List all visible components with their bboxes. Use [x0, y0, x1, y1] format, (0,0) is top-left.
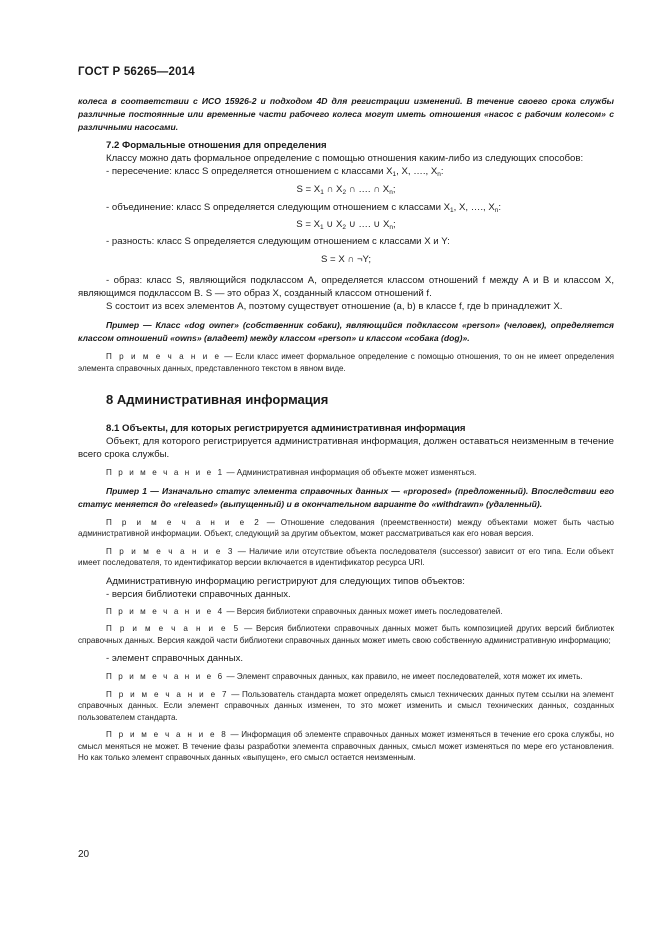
section-8-heading: 8 Административная информация [106, 392, 329, 407]
sec72-para1: Классу можно дать формальное определение с помощью отношения каким-либо из следующих способов: [106, 153, 584, 164]
image-definition-2: S состоит из всех элементов A, поэтому существует отношение (a, b) в классе f, где b принадлежит X. [106, 301, 563, 312]
page-header: ГОСТ Р 56265—2014 [78, 66, 195, 78]
union-formula: $S = X_1$ ∪ $X_2$ ∪ …. ∪ $X_n$; [296, 219, 396, 231]
note-2: П р и м е ч а н и е 2 — Отношение следования (преемственности) между объектами может быть частью административной информации. Объект, следующий за другим объектом, может рассматриваться как его новая версия. [78, 517, 614, 538]
intro-paragraph: колеса в соответствии с ИСО 15926-2 и подходом 4D для регистрации изменений. В течение своего срока службы различные постоянные или временные части рабочего колеса могут иметь отношения «насос с рабочим колесом» с различными насосами. [78, 96, 614, 132]
section-7-2-heading: 7.2 Формальные отношения для определения [106, 140, 327, 151]
section-8-1-heading: 8.1 Объекты, для которых регистрируется административная информация [106, 423, 466, 434]
note-4: П р и м е ч а н и е 4 — Версия библиотеки справочных данных может иметь последователей. [106, 606, 503, 616]
list-item-reference-element: - элемент справочных данных. [106, 653, 244, 664]
note-8: П р и м е ч а н и е 8 — Информация об элементе справочных данных может изменяться в течение его срока службы, но смысл меняться не может. В течение фазы разработки элемента справочных данных, смысл может изменяться по мере его установления. Но как только элемент справочных данных «выпущен», его смысл остается неизменным. [78, 730, 614, 762]
list-item-library-version: - версия библиотеки справочных данных. [106, 588, 291, 600]
sec8-para1: Объект, для которого регистрируется административная информация, должен оставаться неизменным в течение всего срока службы. [78, 436, 614, 460]
note-formal-definition: П р и м е ч а н и е — Если класс имеет формальное определение с помощью отношения, то он не имеет определения элемента справочных данных, представленного текстом в явном виде. [78, 352, 614, 373]
example-dog-owner: Пример — Класс «dog owner» (собственник собаки), являющийся подклассом «person» (человек), определяется классом отношений «owns» (владеет) между классом «person» и классом «собака (dog)». [78, 320, 614, 343]
intersection-formula: $S = X_1$ ∩ $X_2$ ∩ …. ∩ $X_n$; [296, 184, 396, 196]
intersection-line: - пересечение: класс S определяется отношением с классами $X_1$, X, …., $X_n$: [106, 166, 444, 178]
page-number: 20 [78, 849, 90, 860]
example-1: Пример 1 — Изначально статус элемента справочных данных — «proposed» (предложенный). Впоследствии его статус меняется до «released» (выпущенный) и в окончательном варианте до «withdrawn» (удаленный). [78, 485, 614, 509]
difference-line: - разность: класс S определяется следующим отношением с классами X и Y: [106, 236, 450, 247]
note-1: П р и м е ч а н и е 1 — Административная информация об объекте может изменяться. [106, 468, 477, 477]
note-3: П р и м е ч а н и е 3 — Наличие или отсутствие объекта последователя (successor) зависит от его типа. Если объект имеет последователя, то идентификатор версии включается в идентификатор ресурса URI. [78, 546, 614, 567]
sec8-para2: Административную информацию регистрируют для следующих типов объектов: [106, 575, 465, 587]
image-definition: - образ: класс S, являющийся подклассом A, определяется классом отношений f между A и B и классом X, являющимся подклассом B. S — это образ X, созданный классом отношений f. [78, 275, 614, 299]
difference-formula: S = X ∩ ¬Y; [320, 254, 371, 265]
note-5: П р и м е ч а н и е 5 — Версия библиотеки справочных данных может быть композицией других версий библиотек справочных данных. Версия каждой части библиотеки справочных данных может иметь свою собственную административную информацию; [78, 624, 614, 645]
union-line: - объединение: класс S определяется следующим отношением с классами $X_1$, X, …., $X_n$: [106, 202, 502, 214]
note-7: П р и м е ч а н и е 7 — Пользователь стандарта может определять смысл технических данных путем ссылки на элемент справочных данных. Если элемент справочных данных изменен, то это может изменить и смысл технических данных, созданных пользователем стандарта. [78, 689, 614, 722]
page-content [78, 95, 614, 764]
note-6: П р и м е ч а н и е 6 — Элемент справочных данных, как правило, не имеет последователей, хотя может их иметь. [106, 672, 583, 681]
